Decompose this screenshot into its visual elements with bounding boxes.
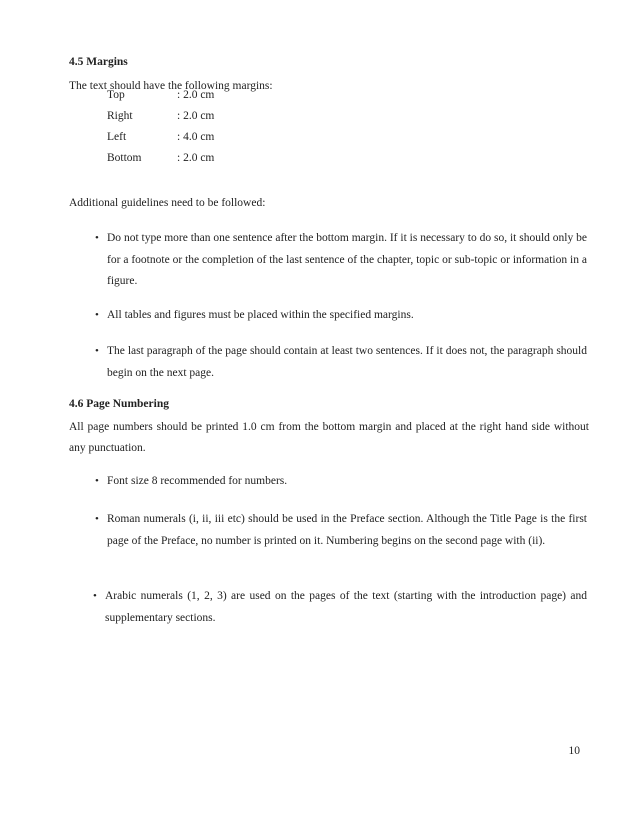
section-heading-margins: 4.5 Margins — [69, 56, 128, 68]
list-item-text: Font size 8 recommended for numbers. — [107, 475, 288, 487]
list-item — [93, 586, 587, 629]
list-item — [95, 341, 587, 384]
list-item-text: Do not type more than one sentence after the bottom margin. If it is necessary to do so, it should only be for a footnote or the completion of the last sentence of the chapter, topic or sub-topic or information in a figure. — [107, 232, 587, 287]
bullet-icon: • — [93, 590, 97, 602]
bullet-icon: • — [95, 513, 99, 525]
list-item-text: All tables and figures must be placed within the specified margins. — [107, 309, 414, 321]
list-item — [95, 509, 587, 552]
list-item-text: Roman numerals (i, ii, iii etc) should be used in the Preface section. Although the Title Page is the first page of the Preface, no number is printed on it. Numbering begins on the second page with (ii). — [107, 513, 587, 547]
additional-guidelines-intro: Additional guidelines need to be followed: — [69, 197, 266, 209]
margin-label: Bottom — [107, 152, 142, 164]
section-heading-page-numbering: 4.6 Page Numbering — [69, 398, 169, 410]
list-item — [95, 471, 587, 493]
margins-intro: The text should have the following margins: — [69, 80, 273, 92]
margin-label: Right — [107, 110, 133, 122]
margin-value: : 2.0 cm — [177, 89, 215, 101]
margin-label: Left — [107, 131, 127, 143]
list-item — [95, 305, 587, 327]
list-item — [95, 228, 587, 293]
margin-row-bottom — [107, 152, 214, 173]
list-item-text: Arabic numerals (1, 2, 3) are used on the pages of the text (starting with the introduction page) and supplementary sections. — [105, 590, 587, 624]
margin-row-top — [107, 89, 214, 110]
margin-row-left — [107, 131, 214, 152]
bullet-icon: • — [95, 309, 99, 321]
margin-value: : 2.0 cm — [177, 152, 215, 164]
margin-value: : 4.0 cm — [177, 131, 215, 143]
page-number: 10 — [568, 745, 580, 757]
margin-label: Top — [107, 89, 125, 101]
page-numbering-intro: All page numbers should be printed 1.0 cm from the bottom margin and placed at the right hand side without any punctuation. — [69, 421, 589, 454]
margin-value: : 2.0 cm — [177, 110, 215, 122]
bullet-icon: • — [95, 345, 99, 357]
list-item-text: The last paragraph of the page should contain at least two sentences. If it does not, the paragraph should begin on the next page. — [107, 345, 587, 379]
bullet-icon: • — [95, 232, 99, 244]
bullet-icon: • — [95, 475, 99, 487]
margins-table — [107, 89, 214, 173]
margin-row-right — [107, 110, 214, 131]
